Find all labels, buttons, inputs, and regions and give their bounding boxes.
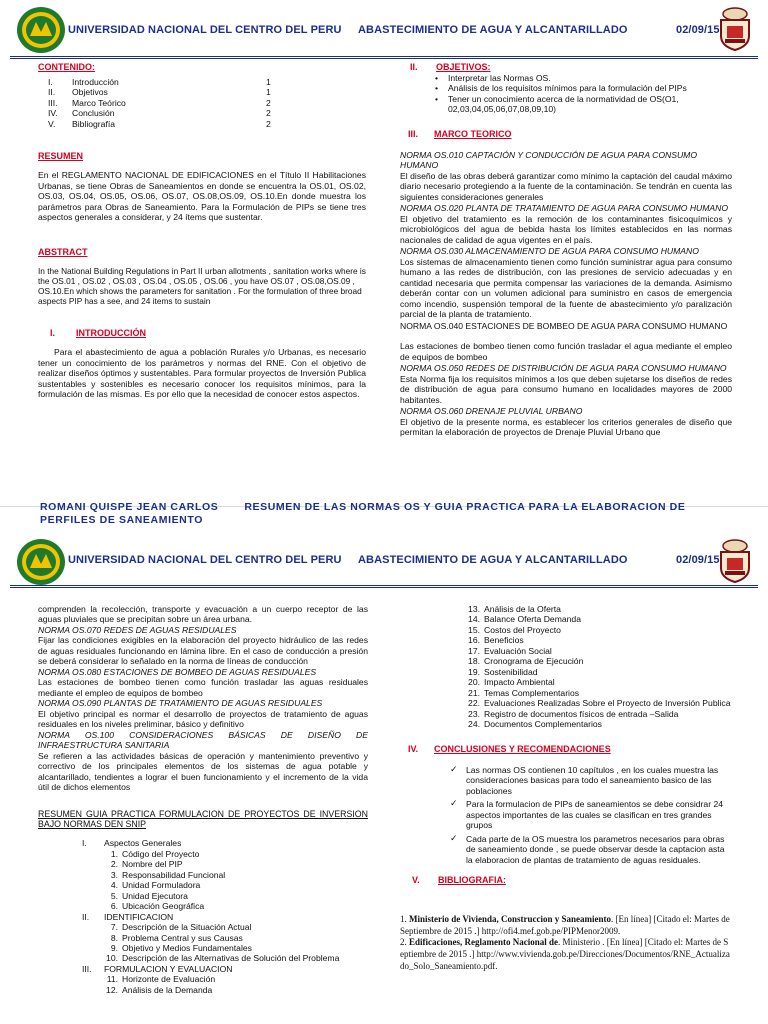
faculty-crest-icon (716, 538, 754, 584)
guia-group-heading (38, 912, 368, 922)
toc-page: 2 (266, 108, 271, 119)
item-label: Registro de documentos físicos de entrada –Salida (484, 708, 679, 719)
toc-row (48, 119, 271, 129)
item-number: 12. (106, 984, 118, 995)
toc-number: I. (48, 76, 53, 87)
guia-item (100, 953, 368, 963)
header-date: 02/09/15 (676, 24, 720, 36)
item-label: Costos del Proyecto (484, 624, 561, 635)
guia-items-continued (400, 604, 732, 730)
item-label: Balance Oferta Demanda (484, 614, 581, 625)
toc-number: III. (48, 97, 58, 108)
toc-row (48, 98, 271, 108)
objetivos-list (400, 73, 732, 115)
contenido-heading: CONTENIDO: (38, 62, 95, 72)
bibliografia-heading: V. BIBLIOGRAFIA: (412, 875, 506, 886)
item-number: 14. (468, 614, 480, 625)
page-header (10, 4, 758, 59)
item-label: Descripción de las Alternativas de Solución del Problema (122, 953, 340, 964)
toc-page: 2 (266, 118, 271, 129)
item-number: 4. (110, 880, 118, 891)
item-number: 22. (468, 698, 480, 709)
group-number: I. (82, 838, 87, 849)
footer-title: RESUMEN DE LAS NORMAS OS Y GUIA PRACTICA PARA LA ELABORACION DE PERFILES DE SANEAMIENTO (40, 501, 686, 527)
conclusion-item: ✓ Cada parte de la OS muestra los parametros necesarios para obras de saneamiento donde , se puede observar desde la captacion asta la elaboracion de plantas de tratamiento de aguas residuales. (466, 834, 732, 865)
norma-title: NORMA OS.060 DRENAJE PLUVIAL URBANO (400, 406, 583, 417)
guia-item (462, 614, 732, 624)
objetivo-item: • Tener un conocimiento acerca de la normatividad de OS(O1, 02,03,04,05,06,07,08,09,10) (448, 94, 732, 115)
item-number: 18. (468, 656, 480, 667)
item-label: Sostenibilidad (484, 666, 538, 677)
norma-os090-title: NORMA OS.090 PLANTAS DE TRATAMIENTO DE AGUAS RESIDUALES (38, 698, 323, 709)
guia-item (100, 922, 368, 932)
page-header (10, 536, 758, 588)
item-label: Temas Complementarios (484, 687, 580, 698)
conclusiones-list (400, 765, 732, 865)
intro-heading: I. INTRODUCCIÓN (50, 328, 146, 339)
toc-row (48, 77, 271, 87)
guia-item-list (38, 974, 368, 995)
abstract-heading: ABSTRACT (38, 246, 88, 257)
norma-text: El diseño de las obras deberá garantizar como mínimo la captación del caudal máximo diario necesario protegiendo a la fuente de la contaminación. Se tendrán en cuenta las siguientes consideraciones generales (400, 170, 732, 202)
norma-os070-title: NORMA OS.070 REDES DE AGUAS RESIDUALES (38, 624, 237, 635)
item-label: Descripción de la Situación Actual (122, 922, 252, 933)
item-number: 10. (106, 953, 118, 964)
norma-text: El objetivo de la presente norma, es establecer los criterios generales de diseño que permitan la elaboración de proyectos de Drenaje Pluvial Urbano que (400, 416, 732, 437)
university-name: UNIVERSIDAD NACIONAL DEL CENTRO DEL PERU (68, 554, 342, 566)
header-date: 02/09/15 (676, 554, 720, 566)
toc-label: Marco Teórico (72, 97, 126, 108)
group-label: FORMULACION Y EVALUACION (104, 963, 233, 974)
university-logo-icon (16, 538, 66, 586)
conclusion-item: ✓ Para la formulacion de PIPs de saneamientos se debe considrar 24 aspectos importantes de las cuales se clasifican en tres grandes grupos (466, 799, 732, 830)
item-number: 2. (110, 859, 118, 870)
norma-os050 (400, 363, 732, 405)
guia-item (100, 891, 368, 901)
guia-item-list (38, 922, 368, 964)
item-label: Beneficios (484, 635, 524, 646)
item-label: Unidad Formuladora (122, 880, 201, 891)
toc-number: II. (48, 87, 56, 98)
norma-title: NORMA OS.040 ESTACIONES DE BOMBEO DE AGUA PARA CONSUMO HUMANO (400, 320, 728, 331)
guia-item (462, 604, 732, 614)
table-of-contents (48, 77, 271, 129)
guia-item (100, 880, 368, 890)
item-label: Problema Central y sus Causas (122, 932, 243, 943)
norma-text: Las estaciones de bombeo tienen como función trasladar el agua mediante el empleo de equipos de bombeo (400, 341, 732, 362)
guia-item (100, 849, 368, 859)
toc-page: 1 (266, 87, 271, 98)
group-label: Aspectos Generales (104, 838, 182, 849)
guia-group-heading (38, 964, 368, 974)
group-number: III. (82, 963, 92, 974)
guia-item (462, 698, 732, 708)
norma-os080-title: NORMA OS.080 ESTACIONES DE BOMBEO DE AGUAS RESIDUALES (38, 666, 317, 677)
item-label: Evaluación Social (484, 645, 552, 656)
guia-item (462, 635, 732, 645)
norma-title: NORMA OS.010 CAPTACIÓN Y CONDUCCIÓN DE AGUA PARA CONSUMO HUMANO (400, 149, 698, 171)
toc-label: Introducción (72, 76, 119, 87)
guia-item (100, 901, 368, 911)
norma-os020 (400, 203, 732, 245)
toc-row (48, 87, 271, 97)
faculty-crest-icon (716, 6, 754, 52)
guia-item (462, 688, 732, 698)
item-label: Cronograma de Ejecución (484, 656, 584, 667)
norma-os080-text: Las estaciones de bombeo tienen como función trasladar las aguas residuales mediante el empleo de equipos de bombeo (38, 677, 368, 698)
item-number: 23. (468, 708, 480, 719)
item-label: Unidad Ejecutora (122, 890, 188, 901)
guia-item (100, 974, 368, 984)
guia-item (462, 667, 732, 677)
objetivos-heading: II. OBJETIVOS: (410, 62, 491, 72)
guia-item (462, 677, 732, 687)
course-subject: ABASTECIMIENTO DE AGUA Y ALCANTARILLADO (358, 554, 628, 566)
item-number: 11. (106, 974, 118, 985)
item-label: Código del Proyecto (122, 848, 200, 859)
toc-label: Objetivos (72, 87, 108, 98)
toc-row (48, 108, 271, 118)
item-label: Evaluaciones Realizadas Sobre el Proyecto de Inversión Publica (484, 698, 731, 709)
right-column (400, 62, 732, 438)
item-number: 6. (110, 901, 118, 912)
group-number: II. (82, 911, 90, 922)
university-name: UNIVERSIDAD NACIONAL DEL CENTRO DEL PERU (68, 24, 342, 36)
abstract-text: In the National Building Regulations in Part II urban allotments , sanitation works where is the OS.01 , OS.02 , OS.03 , OS.04 , OS.05 , OS.06 , you have OS.07 , OS.08,OS.09 , OS.10.En which shows the parameters for sanitation . For the formulation of three broad aspects PIP has a see, and 24 items to sustain (38, 265, 366, 307)
item-label: Análisis de la Oferta (484, 604, 561, 614)
norma-title: NORMA OS.030 ALMACENAMIENTO DE AGUA PARA CONSUMO HUMANO (400, 246, 699, 257)
item-label: Documentos Complementarios (484, 719, 602, 730)
item-label: Nombre del PIP (122, 859, 183, 870)
toc-page: 2 (266, 97, 271, 108)
guia-heading: RESUMEN GUIA PRACTICA FORMULACION DE PROYECTOS DE INVERSION BAJO NORMAS DEN SNIP (38, 808, 368, 830)
guia-groups (38, 838, 368, 995)
objetivo-item: • Interpretar las Normas OS. (448, 73, 732, 83)
item-number: 5. (110, 890, 118, 901)
toc-label: Conclusión (72, 108, 115, 119)
norma-os100-title: NORMA OS.100 CONSIDERACIONES BÁSICAS DE DISEÑO DE INFRAESTRUCTURA SANITARIA (38, 729, 368, 751)
continued-text: comprenden la recolección, transporte y evacuación a un cuerpo receptor de las aguas pluviales que se precipitan sobre un área urbana. (38, 604, 368, 625)
item-number: 13. (468, 604, 480, 614)
document-page-2 (0, 520, 768, 1024)
guia-group-heading (38, 838, 368, 848)
item-number: 3. (110, 869, 118, 880)
norma-text: Los sistemas de almacenamiento tienen como función suministrar agua para consumo humano a las redes de distribución, con las presiones de servicio adecuadas y en cantidad necesaria que permita compensar las variaciones de la demanda. Asimismo deberán contar con un volumen adicional para suministro en casos de emergencia como incendio, suspensión temporal de la fuente de abastecimiento y/o paralización parcial de la planta de tratamiento. (400, 256, 732, 320)
item-number: 19. (468, 666, 480, 677)
marco-heading: III. MARCO TEORICO (408, 128, 512, 139)
item-number: 16. (468, 635, 480, 646)
item-label: Objetivo y Medios Fundamentales (122, 943, 252, 953)
item-number: 17. (468, 645, 480, 656)
intro-text: Para el abastecimiento de agua a población Rurales y/o Urbanas, es necesario tener un conocimiento de los parámetros y normas del RNE. Con el objetivo de realizar diseños óptimos y sustentables. Para formular proyectos de Inversión Publica sustentables y sostenibles es necesario conocer los requisitos mínimos, para la formulación de las mismas. Es por ello que la necesidad de conocer estos aspectos. (38, 347, 366, 400)
reference-2: 2. Edificaciones, Reglamento Nacional de. Ministerio . [En línea] [Citado el: Martes de Septiembre de 2015 .] http://www.vivienda.gob.pe/Direcciones/Documentos/RNE_Actualizado_Solo_Saneamiento.pdf. (400, 937, 730, 971)
toc-page: 1 (266, 76, 271, 87)
guia-item (462, 625, 732, 635)
resumen-text: En el REGLAMENTO NACIONAL DE EDIFICACIONES en el Título II Habilitaciones Urbanas, se tiene Obras de Saneamientos en donde se encuentra la OS.01, OS.02, OS.03, OS.04, OS.05, OS.06, OS.07, OS.08,OS.09, OS.10.En donde muestra los parámetros para Obras de Saneamiento. Para la Formulación de PIPs se tiene tres aspectos generales a considerar, y 24 ítems que sustentar. (38, 170, 366, 223)
norma-os030 (400, 246, 732, 319)
right-column (400, 604, 732, 973)
item-label: Ubicación Geográfica (122, 901, 205, 912)
norma-os090-text: El objetivo principal es normar el desarrollo de proyectos de tratamiento de aguas residuales en los niveles preliminar, básico y definitivo (38, 708, 368, 730)
left-column (38, 604, 368, 995)
item-number: 9. (110, 943, 118, 953)
norma-os010 (400, 150, 732, 202)
left-column (38, 62, 366, 400)
norma-os070-text: Fijar las condiciones exigibles en la elaboración del proyecto hidráulico de las redes de aguas residuales funcionando en lámina libre. En el caso de conducción a presión se deberá considerar lo señalado en la norma de líneas de conducción (38, 635, 368, 667)
document-page-1 (0, 0, 768, 494)
guia-item (100, 943, 368, 953)
course-subject: ABASTECIMIENTO DE AGUA Y ALCANTARILLADO (358, 24, 628, 36)
bibliography (400, 914, 732, 972)
norma-os060 (400, 406, 732, 437)
item-number: 24. (468, 719, 480, 730)
toc-number: IV. (48, 108, 58, 119)
university-logo-icon (16, 6, 66, 54)
guia-item (462, 656, 732, 666)
item-number: 15. (468, 624, 480, 635)
footer-author: ROMANI QUISPE JEAN CARLOS (40, 501, 219, 513)
item-number: 7. (110, 922, 118, 933)
toc-label: Bibliografía (72, 118, 115, 129)
item-number: 20. (468, 677, 480, 688)
toc-number: V. (48, 118, 56, 129)
reference-1: 1. Ministerio de Vivienda, Construccion y Saneamiento. [En línea] [Citado el: Martes de Septiembre de 2015 .] http://ofi4.mef.gob.pe/PIPMenor2009. (400, 914, 730, 936)
norma-title: NORMA OS.020 PLANTA DE TRATAMIENTO DE AGUA PARA CONSUMO HUMANO (400, 203, 729, 214)
group-label: IDENTIFICACION (104, 911, 174, 922)
conclusion-item: ✓ Las normas OS contienen 10 capítulos , en los cuales muestra las consideraciones basicas para todo el saneamiento basico de las poblaciones (466, 765, 732, 796)
norma-title: NORMA OS.050 REDES DE DISTRIBUCIÓN DE AGUA PARA CONSUMO HUMANO (400, 363, 727, 374)
guia-item (462, 719, 732, 729)
norma-text: Esta Norma fija los requisitos mínimos a los que deben sujetarse los diseños de redes de distribución de agua para consumo humano en localidades mayores de 2000 habitantes. (400, 373, 732, 405)
norma-os040 (400, 321, 732, 362)
guia-item-list (38, 849, 368, 912)
norma-os100-text: Se refieren a las actividades básicas de operación y mantenimiento preventivo y correctivo de los principales elementos de los sistemas de agua potable y alcantarillado, tendientes a lograr el buen funcionamiento y el incremento de la vida útil de dichos elementos (38, 750, 368, 793)
item-label: Impacto Ambiental (484, 677, 555, 688)
resumen-heading: RESUMEN (38, 151, 84, 162)
guia-item (462, 646, 732, 656)
item-number: 8. (110, 932, 118, 943)
guia-item (100, 859, 368, 869)
guia-item (100, 985, 368, 995)
guia-item (462, 709, 732, 719)
objetivo-item: • Análisis de los requisitos mínimos para la formulación del PIPs (448, 83, 732, 93)
item-label: Análisis de la Demanda (122, 984, 213, 995)
item-number: 1. (110, 848, 118, 859)
item-label: Responsabilidad Funcional (122, 869, 226, 880)
norma-text: El objetivo del tratamiento es la remoción de los contaminantes fisicoquímicos y microbiológicos del agua de bebida hasta los límites establecidos en las normas nacionales de calidad de agua vigentes en el país. (400, 213, 732, 245)
item-label: Horizonte de Evaluación (122, 974, 216, 985)
item-number: 21. (468, 687, 480, 698)
guia-item (100, 933, 368, 943)
conclusiones-heading: IV. CONCLUSIONES Y RECOMENDACIONES (408, 743, 611, 754)
guia-item (100, 870, 368, 880)
